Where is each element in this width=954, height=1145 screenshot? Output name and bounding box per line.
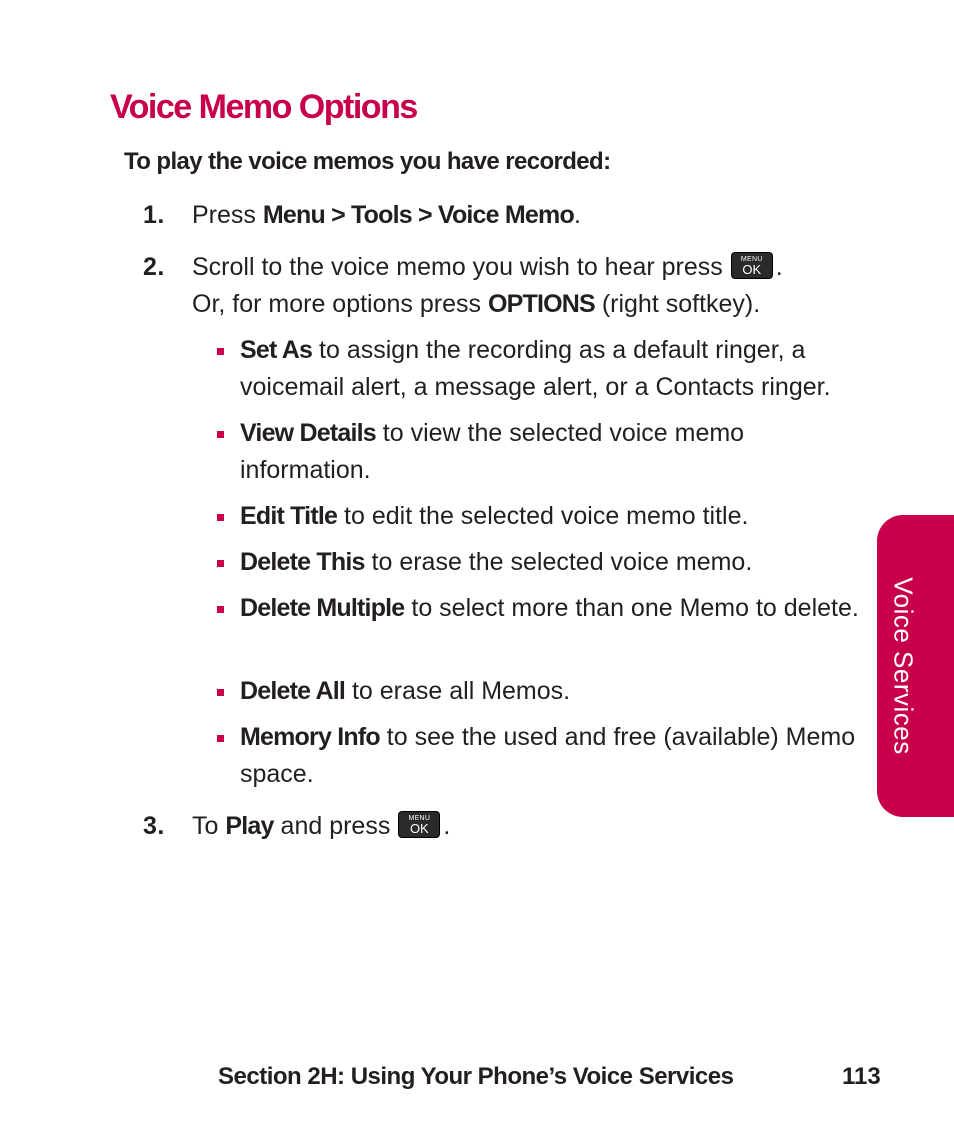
- option-desc: to edit the selected voice memo title.: [337, 502, 749, 530]
- bullet-square-icon: [217, 689, 224, 696]
- bullet-square-icon: [217, 348, 224, 355]
- option-text: [240, 415, 860, 489]
- bullet-square-icon: [217, 606, 224, 613]
- option-text: [240, 332, 860, 406]
- step-line1: Scroll to the voice memo you wish to hear press MENU OK .: [192, 253, 783, 281]
- option-desc: to assign the recording as a default ringer, a voicemail alert, a message alert, or a Contacts ringer.: [240, 336, 831, 401]
- bullet-square-icon: [217, 560, 224, 567]
- step-prefix: Press: [192, 201, 263, 229]
- step-text: [192, 197, 581, 234]
- step-number: 1.: [143, 201, 165, 229]
- step-text: To Play and press MENU OK .: [192, 812, 451, 840]
- side-tab-label: Voice Services: [888, 577, 919, 755]
- options-softkey-label: OPTIONS: [487, 290, 595, 318]
- option-desc: to view the selected voice memo information.: [240, 419, 745, 484]
- option-desc: to erase the selected voice memo.: [364, 548, 753, 576]
- intro-text: To play the voice memos you have recorded:: [124, 148, 611, 175]
- option-name: Set As: [240, 336, 313, 364]
- footer-section-title: Section 2H: Using Your Phone’s Voice Services: [218, 1063, 734, 1090]
- step-number: 3.: [143, 812, 165, 840]
- option-text: [240, 590, 860, 627]
- option-desc: to erase all Memos.: [345, 677, 571, 705]
- option-name: View Details: [240, 419, 376, 447]
- page-title: Voice Memo Options: [110, 88, 417, 126]
- step-text: [192, 249, 783, 323]
- option-name: Delete All: [240, 677, 346, 705]
- bullet-square-icon: [217, 514, 224, 521]
- bullet-square-icon: [217, 431, 224, 438]
- option-name: Edit Title: [240, 502, 338, 530]
- menu-ok-key-icon: MENU OK: [731, 252, 773, 279]
- step-number: 2.: [143, 253, 165, 281]
- step-suffix: .: [573, 201, 581, 229]
- menu-ok-key-icon: MENU OK: [398, 811, 440, 838]
- option-name: Memory Info: [240, 723, 380, 751]
- option-name: Delete Multiple: [240, 594, 405, 622]
- option-desc: to select more than one Memo to delete.: [404, 594, 859, 622]
- option-name: Delete This: [240, 548, 365, 576]
- step-line2: Or, for more options press OPTIONS (right softkey).: [192, 290, 761, 318]
- option-text: [240, 673, 860, 710]
- bullet-square-icon: [217, 735, 224, 742]
- page-number: 113: [842, 1063, 881, 1090]
- option-desc: to see the used and free (available) Memo space.: [240, 723, 856, 788]
- menu-path: Menu > Tools > Voice Memo: [262, 201, 574, 229]
- option-text: [240, 544, 860, 581]
- option-text: [240, 498, 860, 535]
- option-text: [240, 719, 860, 793]
- play-label: Play: [225, 812, 274, 840]
